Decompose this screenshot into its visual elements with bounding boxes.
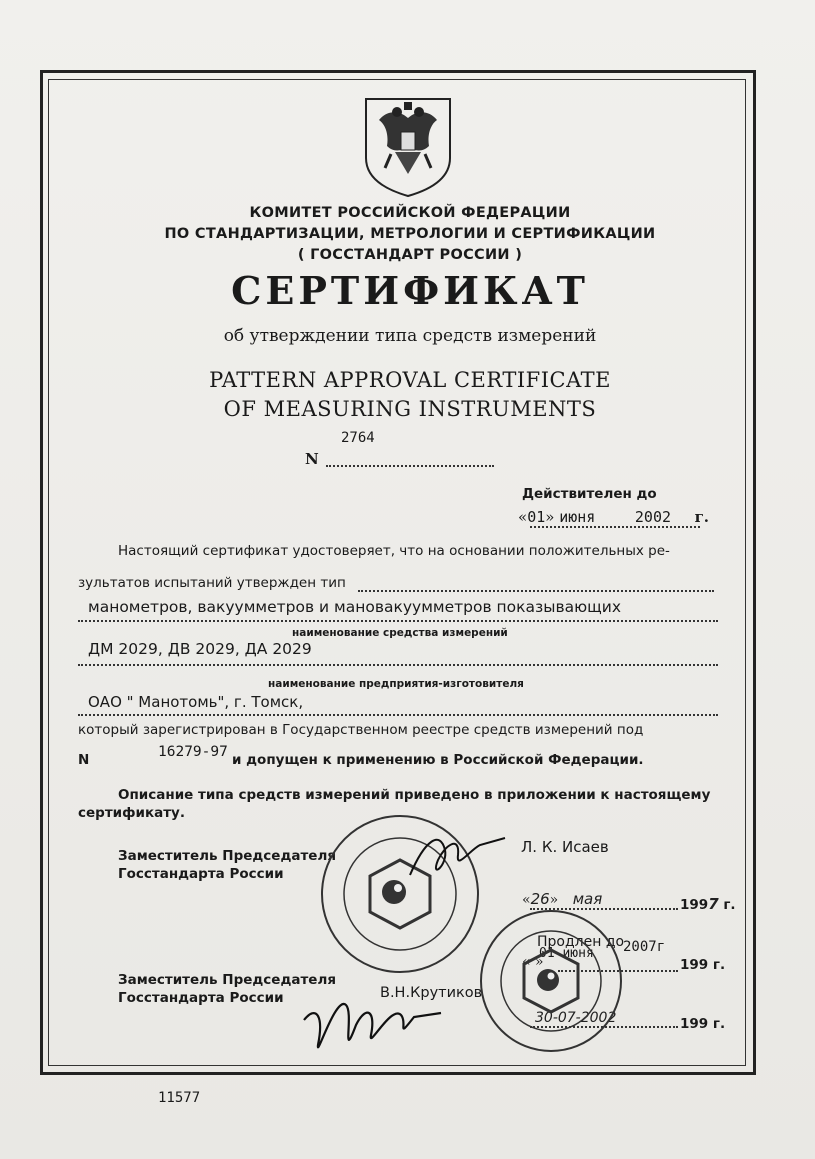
second-signatory-title-1: Заместитель Председателя xyxy=(118,972,337,988)
second-signatory-title-2: Госстандарта России xyxy=(118,990,284,1006)
first-sign-day: 26 xyxy=(530,890,550,908)
instrument-line-2: ДМ 2029, ДВ 2029, ДА 2029 xyxy=(88,640,312,658)
certificate-number: 2764 xyxy=(341,430,375,446)
committee-line-2: ПО СТАНДАРТИЗАЦИИ, МЕТРОЛОГИИ И СЕРТИФИКАЦИИ xyxy=(164,226,656,242)
extended-date: 01 июня xyxy=(539,946,594,961)
serial-number: 11577 xyxy=(158,1090,201,1106)
blank-date-year-printed: 199 xyxy=(680,957,709,973)
registry-suffix: и допущен к применению в Российской Федерации. xyxy=(232,752,644,768)
valid-until-label: Действителен до xyxy=(522,486,657,502)
instrument-dotline-2 xyxy=(78,664,718,666)
first-sign-year-printed: 199 xyxy=(680,897,709,913)
manufacturer: ОАО " Манотомь", г. Томск, xyxy=(88,693,304,711)
first-handwritten-signature xyxy=(400,820,510,890)
valid-year: 2002 xyxy=(634,508,672,526)
valid-year-suffix: г. xyxy=(694,508,709,526)
committee-line-1: КОМИТЕТ РОССИЙСКОЙ ФЕДЕРАЦИИ xyxy=(249,205,571,221)
second-sign-year-suffix: г. xyxy=(712,1016,726,1032)
certificate-title: СЕРТИФИКАТ xyxy=(231,268,589,313)
first-sign-year-handwritten: 7 xyxy=(708,895,719,913)
intro-dotline xyxy=(358,590,714,592)
valid-day: 01 xyxy=(527,508,546,526)
valid-month: июня xyxy=(559,508,596,526)
extended-year: 2007г xyxy=(623,939,666,955)
second-sign-year-printed: 199 xyxy=(680,1016,709,1032)
first-sign-year xyxy=(680,895,736,913)
instrument-caption: наименование средства измерений xyxy=(292,627,508,639)
blank-date-quotes: « » xyxy=(522,954,544,970)
instrument-line-1: манометров, вакуумметров и мановакуумметров показывающих xyxy=(88,598,622,616)
intro-line-2: зультатов испытаний утвержден тип xyxy=(78,575,346,591)
official-stamp-2 xyxy=(478,908,624,1054)
extended-label: Продлен до xyxy=(537,934,625,950)
first-signatory-title-2: Госстандарта России xyxy=(118,866,284,882)
first-sign-date: «26» мая xyxy=(522,890,603,908)
english-title-line-2: OF MEASURING INSTRUMENTS xyxy=(223,397,597,421)
manufacturer-dotline xyxy=(78,714,718,716)
certificate-subtitle: об утверждении типа средств измерений xyxy=(223,326,597,346)
blank-date-year xyxy=(680,957,725,973)
first-signatory-title-1: Заместитель Председателя xyxy=(118,848,337,864)
registry-prefix: N xyxy=(78,752,90,768)
first-sign-year-suffix: г. xyxy=(723,897,736,913)
description-line-1: Описание типа средств измерений приведено в приложении к настоящему xyxy=(118,787,711,803)
committee-line-3: ( ГОССТАНДАРТ РОССИИ ) xyxy=(297,247,523,263)
registry-number: 16279-97 xyxy=(158,744,228,760)
valid-dotline xyxy=(530,526,700,528)
number-prefix: N xyxy=(305,450,319,468)
description-line-2: сертификату. xyxy=(78,805,185,821)
intro-line-1: Настоящий сертификат удостоверяет, что на основании положительных ре- xyxy=(118,543,670,559)
number-dotline xyxy=(326,465,494,467)
first-sign-month: мая xyxy=(572,890,603,908)
second-sign-date: 30-07-2002 xyxy=(535,1010,617,1026)
second-signatory-name: В.Н.Крутиков xyxy=(380,985,483,1001)
instrument-dotline-1 xyxy=(78,620,718,622)
coat-of-arms-emblem xyxy=(363,96,453,198)
first-signatory-name: Л. К. Исаев xyxy=(521,838,609,856)
registry-text: который зарегистрирован в Государственном реестре средств измерений под xyxy=(78,722,644,738)
english-title-line-1: PATTERN APPROVAL CERTIFICATE xyxy=(209,368,611,392)
second-handwritten-signature xyxy=(296,985,446,1080)
second-sign-year xyxy=(680,1016,725,1032)
blank-date-year-suffix: г. xyxy=(712,957,726,973)
valid-until-date: «01» июня 2002 г. xyxy=(518,508,709,526)
manufacturer-caption: наименование предприятия-изготовителя xyxy=(268,678,524,690)
